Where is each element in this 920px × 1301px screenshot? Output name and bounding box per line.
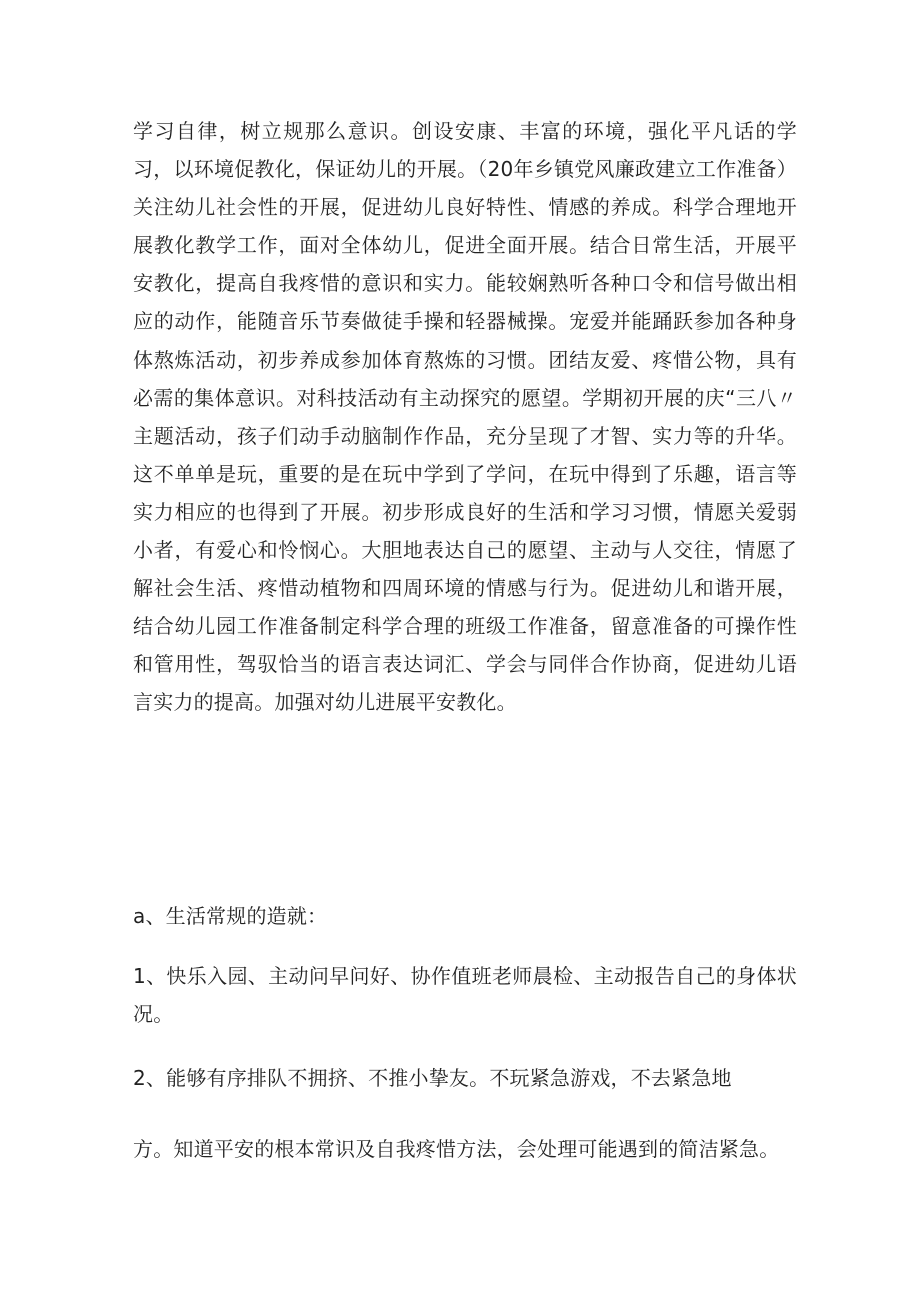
list-item-1: 1、快乐入园、主动问早问好、协作值班老师晨检、主动报告自己的身体状况。 [133,964,797,1026]
body-paragraph: 学习自律，树立规那么意识。创设安康、丰富的环境，强化平凡话的学习，以环境促教化，保证幼儿的开展。（20年乡镇党风廉政建立工作准备）关注幼儿社会性的开展，促进幼儿良好特性、情感的养成。科学合理地开展教化教学工作，面对全体幼儿，促进全面开展。结合日常生活，开展平安教化，提高自我疼惜的意识和实力。能较娴熟听各种口令和信号做出相应的动作，能随音乐节奏做徒手操和轻器械操。宠爱并能踊跃参加各种身体熬炼活动，初步养成参加体育熬炼的习惯。团结友爱、疼惜公物，具有必需的集体意识。对科技活动有主动探究的愿望。学期初开展的庆“三八〃主题活动，孩子们动手动脑制作作品，充分呈现了才智、实力等的升华。这不单单是玩，重要的是在玩中学到了学问，在玩中得到了乐趣，语言等实力相应的也得到了开展。初步形成良好的生活和学习习惯，情愿关爱弱小者，有爱心和怜悯心。大胆地表达自己的愿望、主动与人交往，情愿了解社会生活、疼惜动植物和四周环境的情感与行为。促进幼儿和谐开展，结合幼儿园工作准备制定科学合理的班级工作准备，留意准备的可操作性和管用性，驾驭恰当的语言表达词汇、学会与同伴合作协商，促进幼儿语言实力的提高。加强对幼儿进展平安教化。 [133,119,797,715]
list-item-2-line-1: 2、能够有序排队不拥挤、不推小挚友。不玩紧急游戏，不去紧急地 [133,1066,732,1090]
section-heading: a、生活常规的造就： [133,904,328,928]
list-item-2-line-2: 方。知道平安的根本常识及自我疼惜方法，会处理可能遇到的简洁紧急。 [133,1137,780,1161]
